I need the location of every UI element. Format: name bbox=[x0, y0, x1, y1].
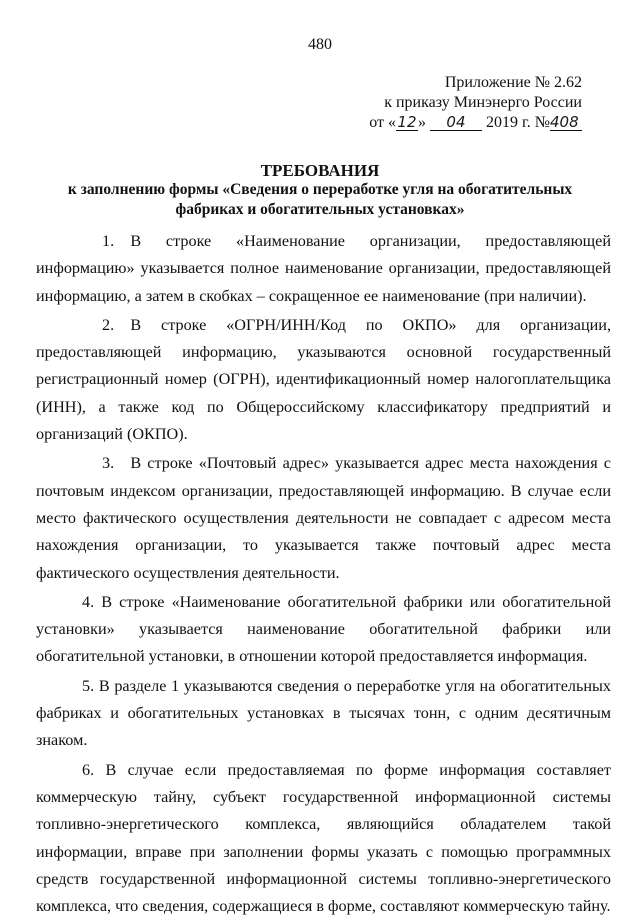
paragraph-6: 6. В случае если предоставляемая по форме информация составляет коммерческую тайну, субъект государственной информационной системы топливно-энергетического комплекса, являющийся обладателем такой информации, вправе при заполнении формы указать с помощью программных средств государственной информационной системы топливно-энергетического комплекса, что сведения, содержащиеся в форме, составляют коммерческую тайну. bbox=[36, 760, 611, 916]
document-subtitle: к заполнению формы «Сведения о переработке угля на обогатительных фабриках и обогатительных установках» bbox=[67, 181, 573, 218]
date-mid: » bbox=[417, 114, 426, 131]
paragraph-4: 4. В строке «Наименование обогатительной фабрики или обогатительной установки» указывается наименование обогатительной фабрики или обогатительной установки, в отношении которой предоставляется информация. bbox=[36, 592, 611, 666]
paragraph-3: 3. В строке «Почтовый адрес» указывается адрес места нахождения с почтовым индексом организации, предоставляющей информацию. В случае если место фактического осуществления деятельности не совпадает с адресом места нахождения организации, то указывается также почтовый адрес места фактического осуществления деятельности. bbox=[36, 454, 611, 582]
document-title: ТРЕБОВАНИЯ bbox=[260, 161, 380, 180]
page-number: 480 bbox=[308, 36, 332, 53]
order-reference: к приказу Минэнерго России bbox=[384, 94, 582, 111]
paragraph-2: 2. В строке «ОГРН/ИНН/Код по ОКПО» для организации, предоставляющей информацию, указываются основной государственный регистрационный номер (ОГРН), идентификационный номер налогоплательщика (ИНН), а также код по Общероссийскому классификатору предприятий и организаций (ОКПО). bbox=[36, 315, 611, 444]
appendix-line: Приложение № 2.62 bbox=[444, 74, 582, 91]
year-text: 2019 г. № bbox=[485, 114, 550, 131]
date-prefix: от « bbox=[369, 114, 396, 131]
paragraph-5: 5. В разделе 1 указываются сведения о переработке угля на обогатительных фабриках и обогатительных установках в тысячах тонн, с одним десятичным знаком. bbox=[36, 676, 611, 750]
order-date-line bbox=[369, 113, 582, 133]
handwritten-order-number: 408 bbox=[550, 114, 582, 131]
handwritten-day: 12 bbox=[397, 113, 417, 131]
paragraph-1: 1. В строке «Наименование организации, предоставляющей информацию» указывается полное наименование организации, предоставляющей информацию, а затем в скобках – сокращенное ее наименование (при наличии). bbox=[36, 232, 611, 305]
requirements-body bbox=[36, 228, 611, 922]
handwritten-month: 04 bbox=[430, 114, 482, 131]
appendix-block bbox=[369, 73, 582, 133]
